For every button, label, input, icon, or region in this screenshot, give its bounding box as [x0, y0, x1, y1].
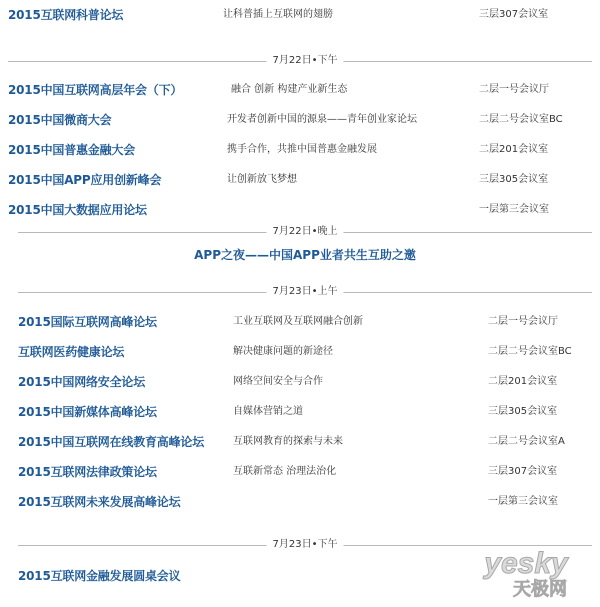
forum-title: 2015互联网金融发展圆桌会议 [18, 569, 181, 583]
forum-title: 2015中国大数据应用论坛 [8, 203, 147, 217]
forum-theme: 网络空间安全与合作 [233, 376, 323, 387]
forum-theme: 互联网教育的探索与未来 [233, 436, 343, 447]
separator-label: 7月23日•上午 [267, 285, 344, 299]
forum-venue: 三层307会议室 [479, 9, 549, 20]
forum-theme: 开发者创新中国的源泉——青年创业家论坛 [227, 114, 417, 125]
forum-theme: 解决健康问题的新途径 [233, 346, 333, 357]
forum-theme: 自媒体营销之道 [233, 406, 303, 417]
separator-label: 7月22日•晚上 [267, 225, 344, 239]
forum-venue: 三层305会议室 [488, 406, 558, 417]
forum-theme: 携手合作，共推中国普惠金融发展 [227, 144, 377, 155]
table-row [0, 78, 600, 102]
forum-theme: 工业互联网及互联网融合创新 [233, 316, 363, 327]
forum-venue: 二层二号会议室A [488, 436, 565, 447]
forum-theme: 让科普插上互联网的翅膀 [223, 9, 333, 20]
date-separator [0, 225, 600, 239]
table-row [0, 168, 600, 192]
evening-event-title: APP之夜——中国APP业者共生互助之邀 [194, 248, 416, 262]
forum-title: 2015国际互联网高峰论坛 [18, 315, 157, 329]
separator-label: 7月22日•下午 [267, 54, 344, 68]
forum-title: 2015互联网法律政策论坛 [18, 465, 157, 479]
forum-title: 2015中国新媒体高峰论坛 [18, 405, 157, 419]
table-row [0, 3, 600, 27]
date-separator [0, 285, 600, 299]
table-row [0, 310, 600, 334]
forum-venue: 二层一号会议厅 [488, 316, 558, 327]
table-row [0, 430, 600, 454]
forum-title: 互联网医药健康论坛 [18, 345, 125, 359]
forum-title: 2015中国普惠金融大会 [8, 143, 135, 157]
forum-title: 2015中国互联网在线教育高峰论坛 [18, 435, 204, 449]
table-row [0, 108, 600, 132]
forum-venue: 二层201会议室 [479, 144, 549, 155]
table-row [0, 340, 600, 364]
forum-theme: 让创新放飞梦想 [227, 174, 297, 185]
date-separator [0, 54, 600, 68]
yesky-logo-watermark [462, 543, 590, 601]
forum-title: 2015中国APP应用创新峰会 [8, 173, 162, 187]
table-row [0, 400, 600, 424]
logo-brand-text: yesky [484, 547, 568, 580]
forum-title: 2015互联网科普论坛 [8, 8, 124, 22]
logo-sub-text: 天极网 [513, 579, 567, 600]
separator-label: 7月23日•下午 [267, 538, 344, 552]
forum-title: 2015互联网未来发展高峰论坛 [18, 495, 181, 509]
table-row [0, 490, 600, 514]
forum-theme: 融合 创新 构建产业新生态 [231, 84, 348, 95]
forum-title: 2015中国网络安全论坛 [18, 375, 145, 389]
forum-venue: 二层二号会议室BC [479, 114, 563, 125]
forum-venue: 一层第三会议室 [479, 204, 549, 215]
forum-venue: 三层305会议室 [479, 174, 549, 185]
forum-venue: 一层第三会议室 [488, 496, 558, 507]
table-row [0, 460, 600, 484]
forum-venue: 二层二号会议室BC [488, 346, 572, 357]
forum-title: 2015中国微商大会 [8, 113, 112, 127]
table-row [0, 198, 600, 222]
logo-mark [482, 547, 569, 600]
forum-venue: 三层307会议室 [488, 466, 558, 477]
forum-theme: 互联新常态 治理法治化 [233, 466, 337, 477]
forum-venue: 二层201会议室 [488, 376, 558, 387]
table-row [0, 138, 600, 162]
table-row [0, 370, 600, 394]
forum-title: 2015中国互联网高层年会（下） [8, 83, 183, 97]
forum-venue: 二层一号会议厅 [479, 84, 549, 95]
